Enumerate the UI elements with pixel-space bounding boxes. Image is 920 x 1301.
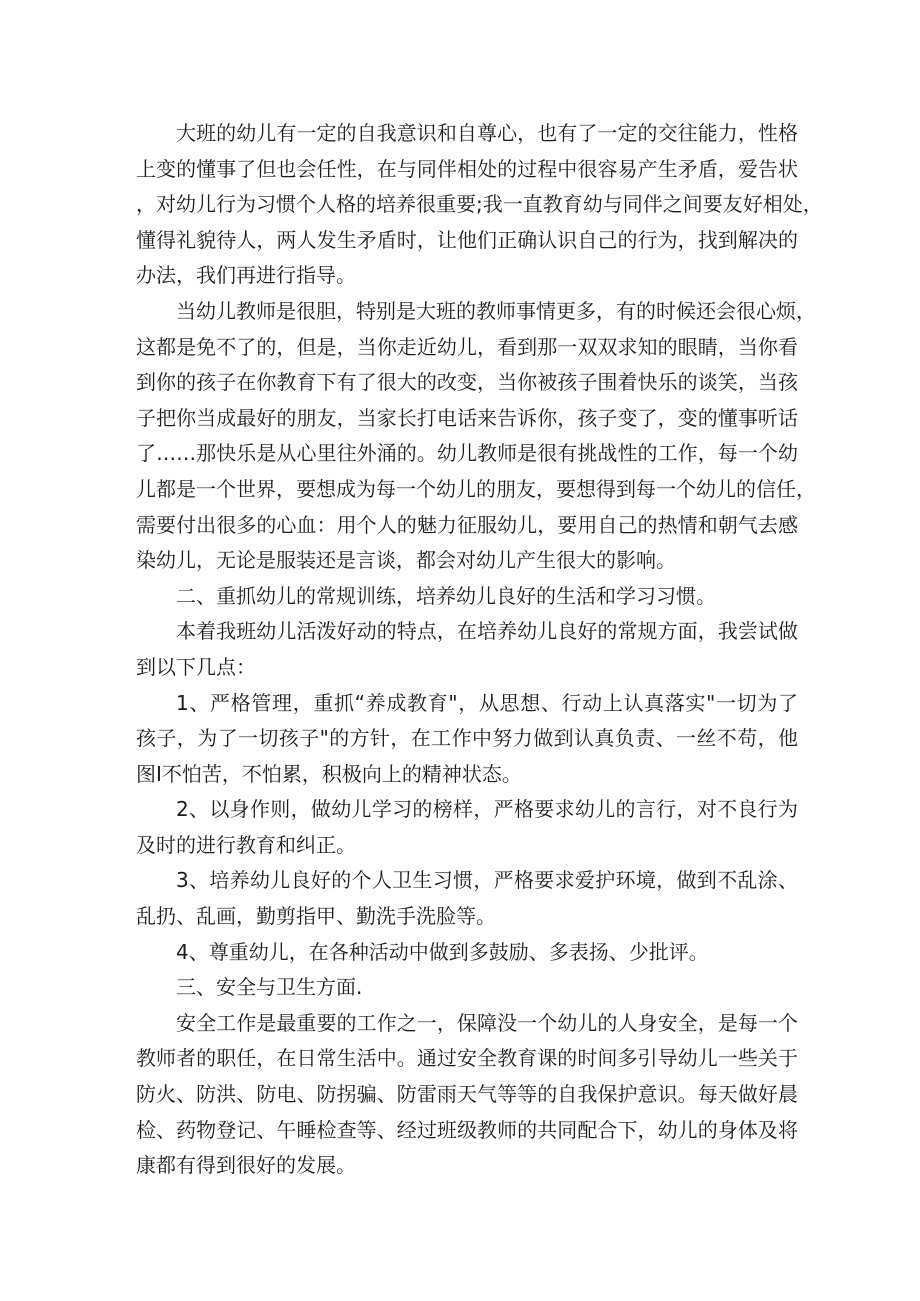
paragraph-line: 子把你当成最好的朋友，当家长打电话来告诉你，孩子变了，变的懂事听话: [136, 405, 798, 430]
paragraph-line: 本着我班幼儿活泼好动的特点，在培养幼儿良好的常规方面，我尝试做: [176, 619, 798, 644]
paragraph-line: ，对幼儿行为习惯个人格的培养很重要;我一直教育幼与同伴之间要友好相处，: [136, 192, 823, 217]
list-item-2: [136, 792, 798, 863]
paragraph-line: 大班的幼儿有一定的自我意识和自尊心，也有了一定的交往能力，性格: [176, 121, 798, 145]
paragraph-line: 乱扔、乱画，勤剪指甲、勤洗手洗脸等。: [136, 904, 496, 929]
paragraph-line: 儿都是一个世界，要想成为每一个幼儿的朋友，要想得到每一个幼儿的信任，: [136, 476, 816, 501]
paragraph-line: 染幼儿，无论是服装还是言谈，都会对幼儿产生很大的影响。: [136, 548, 676, 573]
paragraph-line: 到你的孩子在你教育下有了很大的改变，当你被孩子围着快乐的谈笑，当孩: [136, 370, 798, 395]
list-item-3: [136, 863, 798, 934]
paragraph-3: [136, 614, 798, 685]
paragraph-line: 懂得礼貌待人，两人发生矛盾时，让他们正确认识自己的行为，找到解决的: [136, 227, 798, 252]
section-heading-3: [136, 970, 798, 1006]
paragraph-line: 4、尊重幼儿，在各种活动中做到多鼓励、多表扬、少批评。: [176, 939, 709, 964]
section-heading-2: [136, 579, 798, 615]
paragraph-line: 这都是免不了的，但是，当你走近幼儿，看到那一双双求知的眼睛，当你看: [136, 334, 798, 359]
paragraph-line: 教师者的职任，在日常生活中。通过安全教育课的时间多引导幼儿一些关于: [136, 1046, 798, 1071]
paragraph-1: [136, 116, 823, 294]
paragraph-line: 到以下几点：: [136, 654, 256, 679]
paragraph-4: [136, 1006, 798, 1184]
paragraph-line: 2、以身作则，做幼儿学习的榜样，严格要求幼儿的言行，对不良行为: [176, 797, 798, 822]
paragraph-line: 康都有得到很好的发展。: [136, 1153, 356, 1178]
paragraph-line: 检、药物登记、午睡检查等、经过班级教师的共同配合下，幼儿的身体及将: [136, 1117, 798, 1142]
paragraph-line: 图I不怕苦，不怕累，积极向上的精神状态。: [136, 761, 522, 786]
list-item-1: [136, 686, 798, 793]
paragraph-line: 办法，我们再进行指导。: [136, 263, 356, 288]
paragraph-line: 当幼儿教师是很胆，特别是大班的教师事情更多，有的时候还会很心烦，: [176, 298, 816, 323]
paragraph-line: 防火、防洪、防电、防拐骗、防雷雨天气等等的自我保护意识。每天做好晨: [136, 1082, 798, 1107]
paragraph-line: 安全工作是最重要的工作之一，保障没一个幼儿的人身安全，是每一个: [176, 1010, 798, 1035]
paragraph-line: 需要付出很多的心血：用个人的魅力征服幼儿，要用自己的热情和朝气去感: [136, 512, 798, 537]
section-heading: 二、重抓幼儿的常规训练，培养幼儿良好的生活和学习习惯。: [176, 583, 716, 608]
paragraph-line: 了……那快乐是从心里往外涌的。幼儿教师是很有挑战性的工作，每一个幼: [136, 441, 798, 466]
paragraph-2: [136, 294, 816, 579]
paragraph-line: 3、培养幼儿良好的个人卫生习惯，严格要求爱护环境，做到不乱涂、: [176, 868, 798, 893]
list-item-4: [136, 935, 798, 971]
document-body: [136, 116, 823, 1184]
section-heading: 三、安全与卫生方面.: [176, 975, 363, 1000]
paragraph-line: 孩子，为了一切孩子"的方针，在工作中努力做到认真负责、一丝不苟，他: [136, 726, 798, 751]
paragraph-line: 及时的进行教育和纠正。: [136, 832, 356, 857]
paragraph-line: 上变的懂事了但也会任性，在与同伴相处的过程中很容易产生矛盾，爱告状: [136, 156, 798, 181]
paragraph-line: 1、严格管理，重抓“养成教育"，从思想、行动上认真落实"一切为了: [176, 690, 798, 715]
